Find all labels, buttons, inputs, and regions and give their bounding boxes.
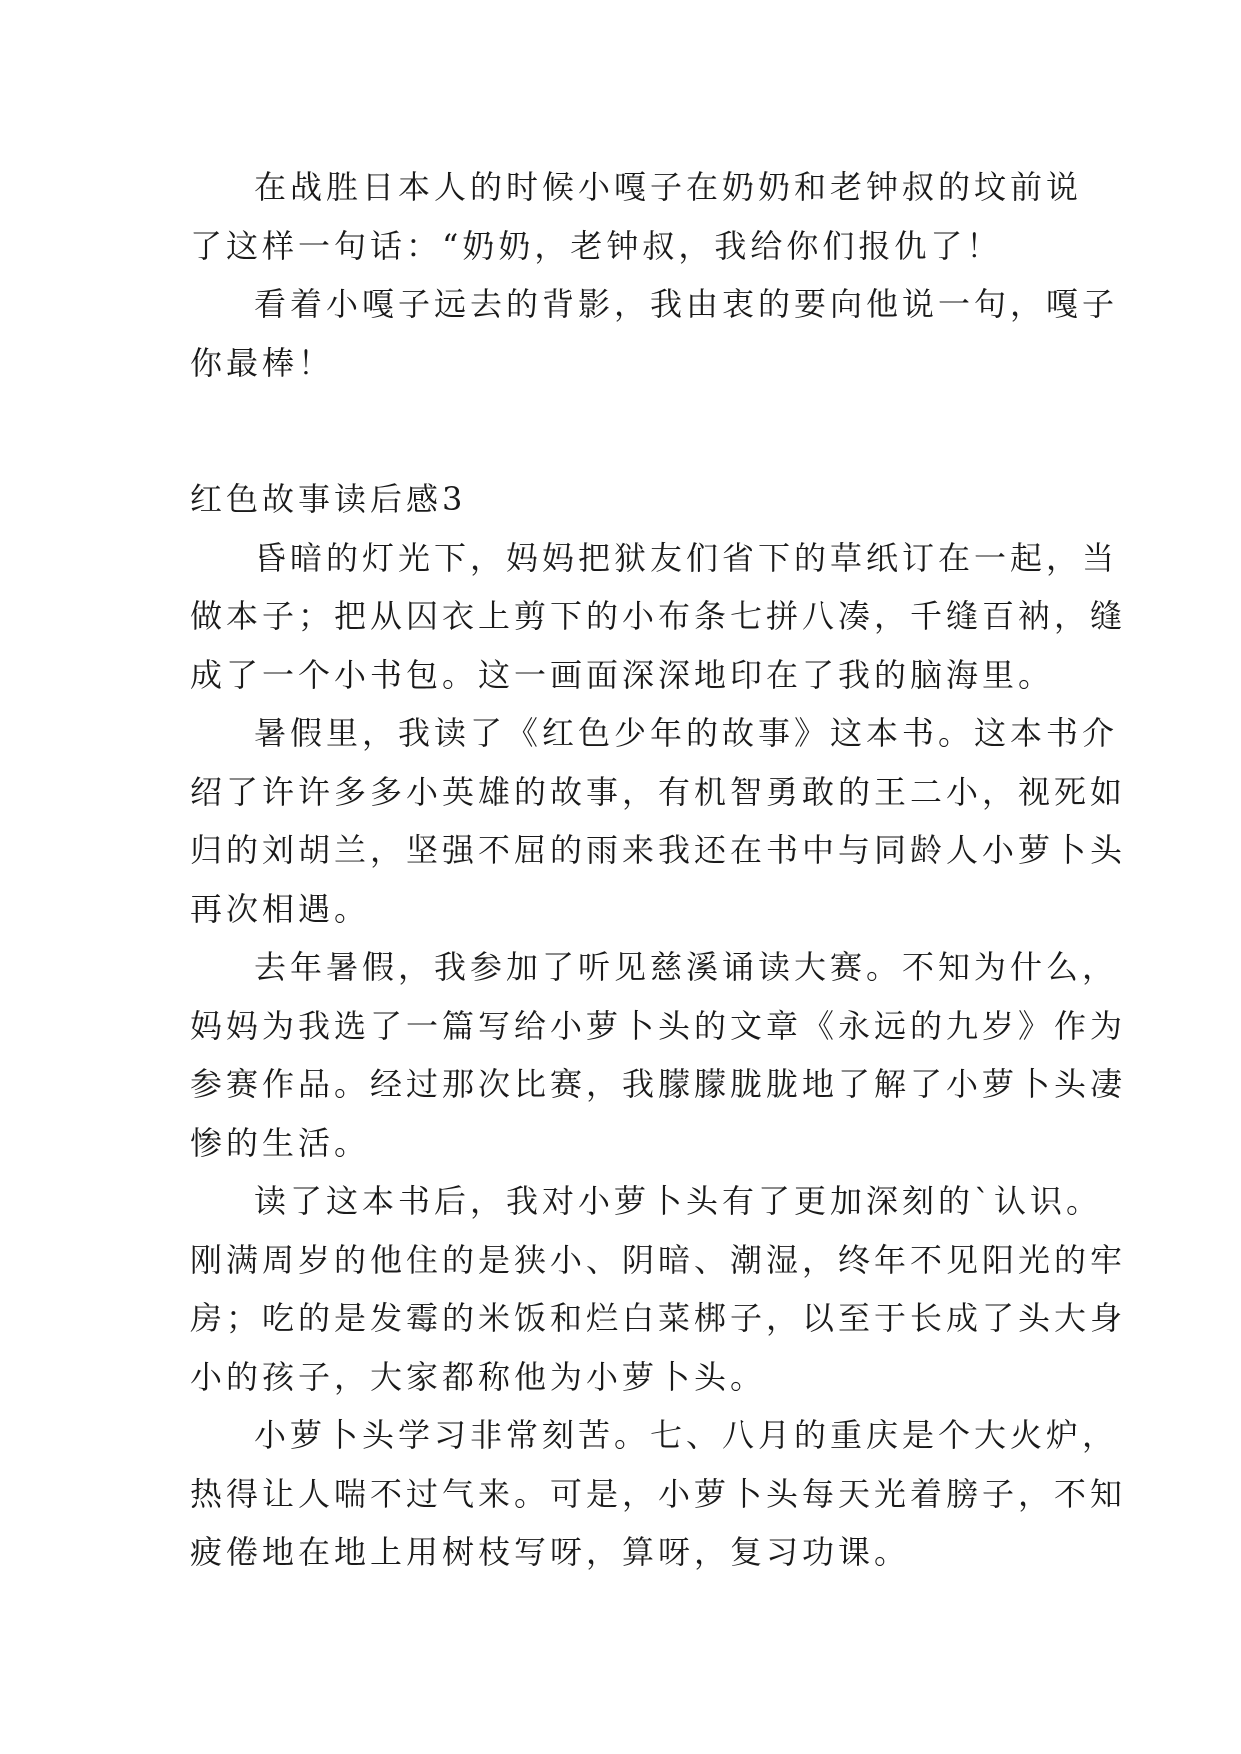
- text-line: 房；吃的是发霉的米饭和烂白菜梆子，以至于长成了头大身: [190, 1299, 1127, 1337]
- paragraph: [190, 704, 1127, 938]
- text-line: 小萝卜头学习非常刻苦。七、八月的重庆是个大火炉，: [254, 1416, 1119, 1454]
- text-line: 热得让人喘不过气来。可是，小萝卜头每天光着膀子，不知: [190, 1474, 1127, 1513]
- paragraph: [190, 158, 1083, 275]
- text-line: 刚满周岁的他住的是狭小、阴暗、潮湿，终年不见阳光的牢: [190, 1240, 1127, 1279]
- paragraph: [190, 938, 1127, 1172]
- paragraph: [190, 275, 1119, 392]
- text-line: 参赛作品。经过那次比赛，我朦朦胧胧地了解了小萝卜头凄: [190, 1065, 1127, 1103]
- text-line: 疲倦地在地上用树枝写呀，算呀，复习功课。: [190, 1533, 911, 1571]
- document-body: [190, 158, 1127, 1582]
- text-line: 了这样一句话：“奶奶，老钟叔，我给你们报仇了！: [190, 226, 1003, 265]
- text-line: 昏暗的灯光下，妈妈把狱友们省下的草纸订在一起，当: [254, 538, 1119, 577]
- text-line: 看着小嘎子远去的背影，我由衷的要向他说一句，嘎子: [254, 285, 1119, 323]
- text-line: 惨的生活。: [190, 1123, 371, 1162]
- text-line: 暑假里，我读了《红色少年的故事》这本书。这本书介: [254, 714, 1119, 752]
- text-line: 去年暑假，我参加了听见慈溪诵读大赛。不知为什么，: [254, 948, 1119, 986]
- text-line: 小的孩子，大家都称他为小萝卜头。: [190, 1357, 767, 1396]
- text-line: 成了一个小书包。这一画面深深地印在了我的脑海里。: [190, 655, 1055, 694]
- section-heading: 红色故事读后感3: [190, 480, 467, 518]
- paragraph: [190, 1406, 1127, 1582]
- section-spacer: [190, 392, 1050, 470]
- text-line: 你最棒！: [190, 343, 335, 382]
- text-line: 再次相遇。: [190, 889, 371, 928]
- text-line: 做本子；把从囚衣上剪下的小布条七拼八凑，千缝百衲，缝: [190, 597, 1127, 635]
- text-line: 归的刘胡兰，坚强不屈的雨来我还在书中与同龄人小萝卜头: [190, 831, 1127, 869]
- text-line: 在战胜日本人的时候小嘎子在奶奶和老钟叔的坟前说: [254, 168, 1083, 206]
- paragraph: [190, 1172, 1127, 1406]
- text-line: 妈妈为我选了一篇写给小萝卜头的文章《永远的九岁》作为: [190, 1006, 1127, 1045]
- text-line: 绍了许许多多小英雄的故事，有机智勇敢的王二小，视死如: [190, 772, 1127, 811]
- text-line: 读了这本书后，我对小萝卜头有了更加深刻的`认识。: [254, 1182, 1103, 1220]
- paragraph: [190, 529, 1127, 705]
